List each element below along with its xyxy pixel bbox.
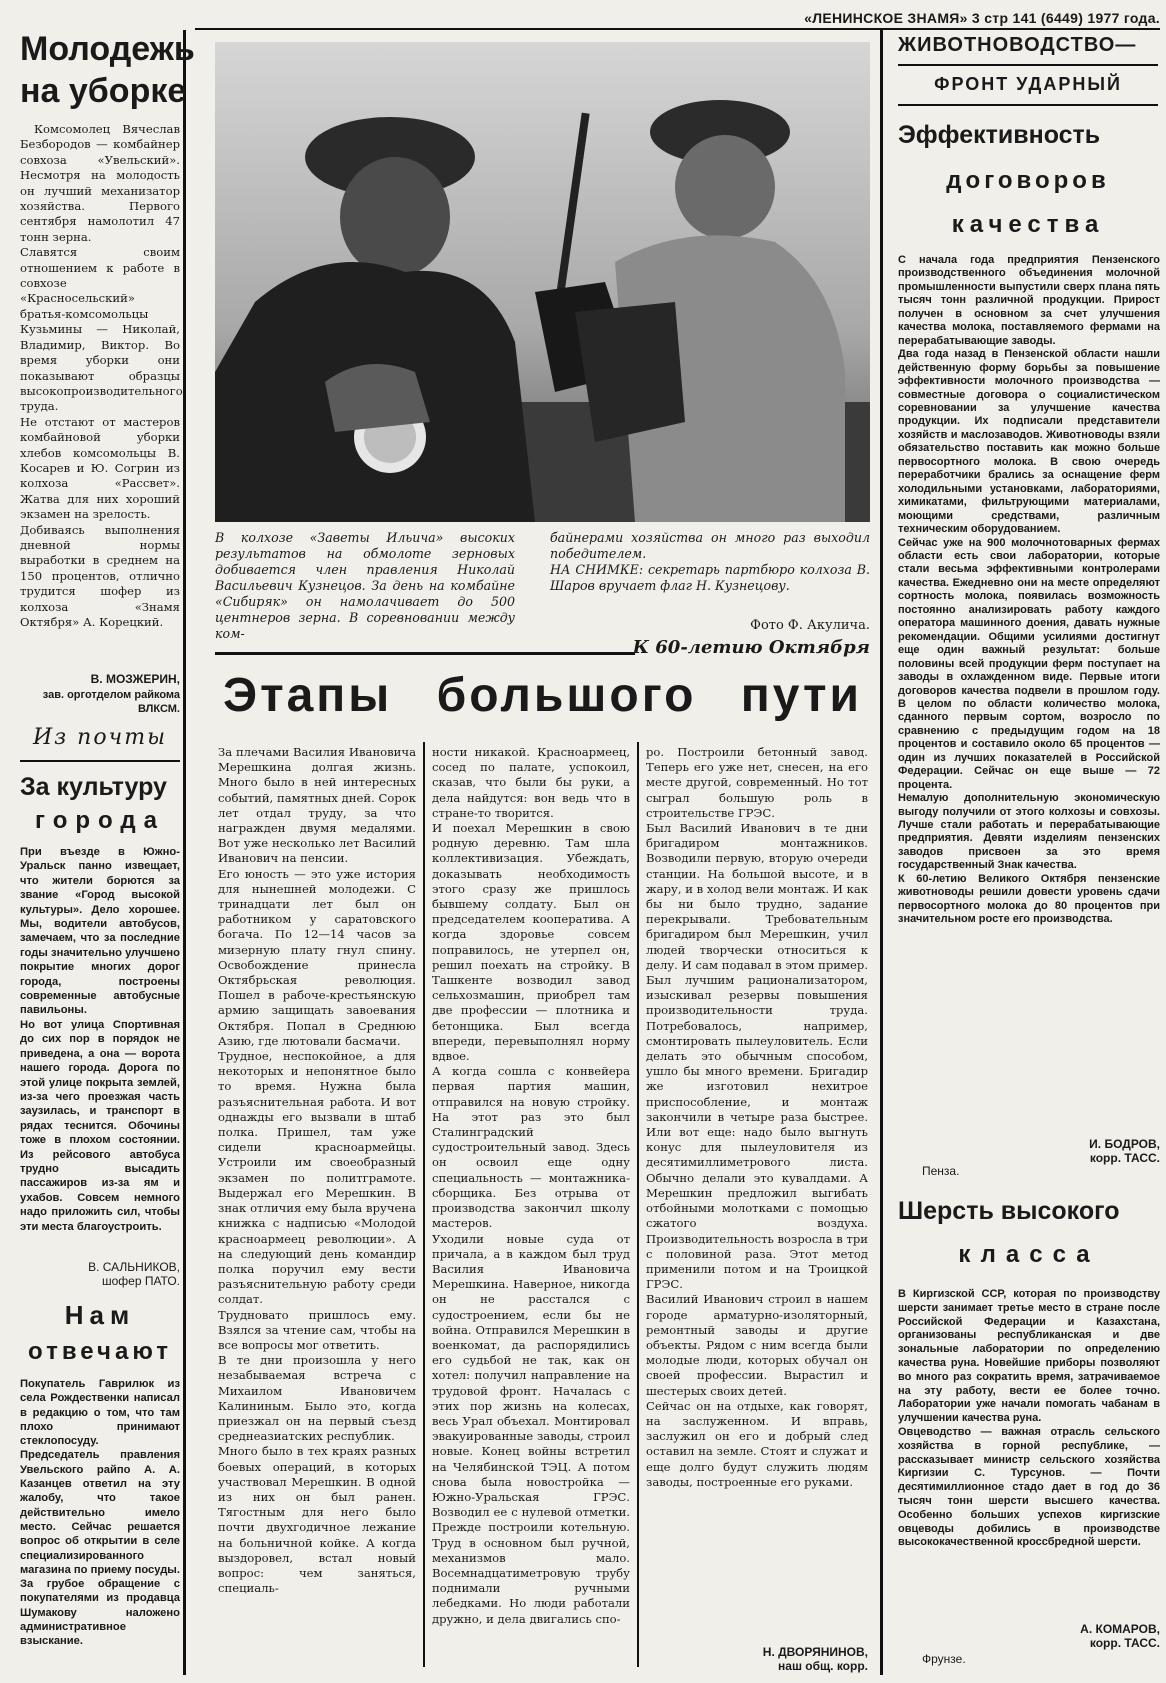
- right-article-body-2: В Киргизской ССР, которая по производству шерсти занимает третье место в стране после Российской Федерации и Казахстана, организованы республиканская и две зональные лаборатории по определению качества руна. Новейшие приборы позволяют во много раз сократить время, затрачиваемое на эту работу, вести ее более точно. Лаборатории уже начали помогать чабанам в улучшении качества руна. Овцеводство — важная отрасль сельского хозяйства в горной республике, — рассказывает министр сельского хозяйства Киргизии С. Турсунов. — Почти десятимиллионное стадо дает в год до 36 тысяч тонн шерсти высшего качества. Особенно больших успехов киргизские овцеводы добились в производстве высококачественной кроссбредной шерсти.: [898, 1288, 1160, 1549]
- header-rule: [195, 28, 1160, 30]
- right-place-1: Пенза.: [922, 1164, 960, 1178]
- left-article-body: Комсомолец Вячеслав Безбородов — комбайнер совхоза «Увельский». Несмотря на молодость он лучший механизатор хозяйства. Первого сентября намолотил 47 тонн зерна. Славятся своим отношением к работе в совхозе «Красносельский» братья-комсомольцы Кузьмины — Николай, Владимир, Виктор. Во время уборки они показывают образцы высокопроизводительного труда. Не отстают от мастеров комбайновой уборки хлебов комсомольцы В. Косарев и Ю. Согрин из колхоза «Рассвет». Жатва для них хороший экзамен на зрелость. Добиваясь выполнения дневной нормы выработки в среднем на 150 процентов, отлично трудится шофер из колхоза «Знамя Октября» А. Корецкий.: [20, 122, 183, 629]
- culture-body: При въезде в Южно-Уральск панно извещает, что жители борются за звание «Город высокой культуры». Дело хорошее. Мы, водители автобусов, замечаем, что за последние годы значительно улучшено покрытие многих дорог города, построены современные автобусные павильоны. Но вот улица Спортивная до сих пор в порядок не приведена, а она — ворота нашего города. Дорога по этой улице покрыта землей, из-за чего проезжая часть заузилась, и транспорт в рядах теснится. Обочины тоже в плохом состоянии. Из рейсового автобуса трудно высадить пассажиров из-за ям и ухабов. Совсем немного надо приложить сил, чтобы эти места благоустроить.: [20, 846, 180, 1233]
- culture-title-2: города: [35, 807, 165, 834]
- rubric-rule: [215, 652, 635, 655]
- right-article-body: С начала года предприятия Пензенского производственного объединения молочной промышленности выпустили сверх плана пять тысяч тонн различной продукции. Прирост получен в основном за счет улучшения качества молока, поставляемого фермами на перерабатывающие заводы. Два года назад в Пензенской области нашли действенную форму борьбы за повышение эффективности молочного производства — совместные договора о социалистическом соревновании за улучшение качества продукции. Их подписали представители хозяйств и маслозаводов. Животноводы взяли обязательство поставить как можно больше первосортного молока. В свою очередь переработчики брались за оснащение ферм холодильными установками, лабораториями, химикатами, фильтрующими материалами, моющими средствами, различным техническим оборудованием. Сейчас уже на 900 молочнотоварных фермах области есть свои лаборатории, которые стали весьма эффективными контролерами качества. Ежедневно они на месте определяют сортность молока, появилась возможность постоянно анализировать работу каждого оператора машинного доения, давать нужные рекомендации. Общими усилиями достигнут еще один важный результат: больше половины всей продукции ферм поступает на заводы в охлажденном виде. Первые итоги договоров качества подвели в прошлом году. В целом по области количество молока, сданного первым сортом, возросло по сравнению с предыдущим годом на 18 процентов и составило около 65 процентов — один из лучших показателей в Российской Федерации. Сейчас он еще выше — 72 процента. Немалую дополнительную экономическую выгоду получили от этого колхозы и совхозы. Лучше стали работать и перерабатывающие предприятия. Девяти изделиям пензенских заводов присвоен за это время государственный Знак качества. К 60-летию Великого Октября пензенские животноводы решили довести уровень сдачи первосортного молока до 80 процентов при значительном росте его производства.: [898, 254, 1160, 926]
- center-column-2: ности никакой. Красноармеец, сосед по палате, успокоил, сказав, что были бы руки, а дела найдутся: вон ведь что в стране-то творится. И поехал Мерешкин в свою родную деревню. Там шла коллективизация. Убеждать, доказывать необходимость этого сразу же пришлось бывшему солдату. Был он председателем кооператива. А когда здоровье совсем поправилось, не утерпел он, решил поехать на стройку. В Ташкенте возводил завод сельхозмашин, приобрел там две профессии — плотника и бетонщика. Был всегда впереди, перевыполнял норму вдвое. А когда сошла с конвейера первая партия машин, отправился на новую стройку. На этот раз это был Сталинградский судостроительный завод. Здесь он освоил еще одну специальность — монтажника-сборщика. Без отрыва от производства закончил школу мастеров. Уходили новые суда от причала, а в каждом был труд Василия Ивановича Мерешкина. Наверное, никогда он не расстался с судостроением, если бы не война. Отправился Мерешкин в военкомат, да распорядились его судьбой не так, как он хотел: получил направление на трудовой фронт. Началась с этих пор жизнь на колесах, весь Урал объехал. Монтировал эвакуированные заводы, строил новые. Конец войны встретил на Челябинской ТЭЦ. А потом снова была новостройка — Южно-Уральская ГРЭС. Возводил ее с нулевой отметки. Прежде построили котельную. Труд в основном был ручной, механизмов мало. Восемнадцатиметровую трубу поднимали ручными лебедками. Но люди работали дружно, и дела двигались спо-: [432, 745, 630, 1626]
- center-column-3: ро. Построили бетонный завод. Теперь его уже нет, снесен, на его месте другой, современный. Но тот сыграл большую роль в строительстве ГРЭС. Был Василий Иванович в те дни бригадиром монтажников. Возводили первую, вторую очереди станции. На большой высоте, и в жару, и в холод вели монтаж. И как бы ни было трудно, задание перекрывали. Требовательным бригадиром был Мерешкин, учил людей творчески относиться к делу. И сам подавал в этом пример. Был лучшим рационализатором, изыскивал резервы повышения производительности труда. Потребовалось, например, смонтировать пылеуловитель. Если делать это обычным способом, ушло бы много времени. Бригадир же изготовил нехитрое приспособление, и монтаж закончили в четыре раза быстрее. Или вот еще: надо было выгнуть конус для пылеуловителя из десятимиллиметрового листа. Обычно делали это кувалдами. А Мерешкин предложил выгибать отбойными молотками с помощью сжатого воздуха. Производительность возросла в три с половиной раза. Этот метод применили потом и на Троицкой ГРЭС. Василий Иванович строил в нашем городе арматурно-изоляторный, ремонтный заводы и другие объекты. Рядом с ним всегда были молодые люди, которых обучал он своей профессии. Вырастил и шестерых своих детей. Сейчас он на отдыхе, как говорят, на заслуженном. И вправь, заслужил он его и добрый след оставил на земле. Стоят и служат и еще долго будут служить людям заводы, построенные его руками.: [646, 745, 868, 1489]
- center-rule-2: [637, 742, 639, 1667]
- right-title-1: Эффективность: [898, 121, 1101, 149]
- right-title-5: класса: [958, 1241, 1100, 1268]
- right-rubric-rule: [898, 64, 1158, 66]
- mail-rule: [20, 760, 180, 762]
- answer-title-2: отвечают: [28, 1338, 172, 1365]
- culture-signature: В. САЛЬНИКОВ, шофер ПАТО.: [88, 1260, 180, 1288]
- right-title-2: договоров: [946, 167, 1110, 194]
- page-header: «ЛЕНИНСКОЕ ЗНАМЯ» 3 стр 141 (6449) 1977 года.: [804, 10, 1160, 26]
- left-title-1: Молодежь: [20, 30, 195, 68]
- culture-title-1: За культуру: [20, 773, 167, 801]
- right-title-4: Шерсть высокого: [898, 1197, 1120, 1225]
- center-rule-1: [423, 742, 425, 1667]
- right-rubric-1: ЖИВОТНОВОДСТВО—: [898, 34, 1137, 56]
- photo-illustration: [215, 42, 870, 522]
- right-rubric-2: ФРОНТ УДАРНЫЙ: [934, 74, 1122, 94]
- right-place-2: Фрунзе.: [922, 1652, 966, 1666]
- right-signature-1: И. БОДРОВ, корр. ТАСС.: [1089, 1137, 1160, 1165]
- right-title-3: качества: [951, 211, 1105, 238]
- answer-body: Покупатель Гаврилюк из села Рождественки написал в редакцию о том, что там плохо принимают стеклопосуду. Председатель правления Увельского райпо А. А. Казанцев ответил на эту жалобу, что такое действительно имело место. Сейчас решается вопрос об открытии в селе специализированного магазина по приему посуды. За грубое обращение с покупателями из продавца Шумакову наложено административное взыскание.: [20, 1378, 180, 1648]
- news-photo: [215, 42, 870, 522]
- center-headline: Этапы большого пути: [222, 669, 863, 722]
- center-column-1: За плечами Василия Ивановича Мерешкина долгая жизнь. Много было в ней интересных событий, памятных дней. Сорок лет отдал труду, за что награжден двумя медалями. Вот уже несколько лет Василий Иванович на пенсии. Его юность — это уже история для нынешней молодежи. С тринадцати лет был он работником у саратовского богача. По 12—14 часов за мизерную плату гнул спину. Освобождение принесла Октябрьская революция. Пошел в рабоче-крестьянскую армию защищать завоевания Октября. Попал в Среднюю Азию, где лютовали басмачи. Трудное, неспокойное, а для некоторых и непонятное было то время. Нужна была разъяснительная работа. И вот однажды его вызвали в штаб полка. Пришел, там уже сидели красноармейцы. Устроили им своеобразный экзамен по политграмоте. Выдержал его Мерешкин. В знак отличия ему была вручена книжка с надписью «Молодой красноармеец революции». А на следующий день командир полка поручил ему вести разъяснительную работу среди солдат. Трудновато пришлось ему. Взялся за чтение сам, чтобы на все вопросы мог ответить. В те дни произошла у него незабываемая встреча с Михаилом Ивановичем Калининым. Было это, когда приезжал он на первый съезд среднеазиатских республик. Много было в тех краях разных боевых операций, в которых участвовал Мерешкин. В одной из них он был ранен. Тягостным для него было почти двухгодичное лежание на больничной койке. А когда выздоровел, встал новый вопрос: чем заняться, специаль-: [218, 745, 416, 1596]
- right-signature-2: А. КОМАРОВ, корр. ТАСС.: [1080, 1622, 1160, 1650]
- photo-credit: Фото Ф. Акулича.: [750, 618, 870, 633]
- center-rubric: К 60-летию Октября: [632, 637, 870, 658]
- right-rubric-rule-2: [898, 104, 1158, 106]
- right-column-rule: [880, 30, 883, 1675]
- photo-caption-right: байнерами хозяйства он много раз выходил победителем. НА СНИМКЕ: секретарь партбюро колхоза В. Шаров вручает флаг Н. Кузнецову.: [550, 530, 870, 593]
- photo-caption-left: В колхозе «Заветы Ильича» высоких результатов на обмолоте зерновых добивается член правления Николай Васильевич Кузнецов. За день на комбайне «Сибиряк» он намолачивает до 500 центнеров зерна. В соревновании между ком-: [215, 530, 515, 641]
- answer-title-1: Нам: [64, 1300, 136, 1330]
- left-signature-title: зав. орготделом райкома ВЛКСМ.: [42, 689, 180, 715]
- left-signature-name: В. МОЗЖЕРИН,: [90, 672, 180, 686]
- mail-rubric: Из почты: [32, 725, 168, 750]
- left-title-2: на уборке: [20, 72, 187, 110]
- left-column-rule: [183, 30, 186, 1675]
- center-signature: Н. ДВОРЯНИНОВ, наш общ. корр.: [762, 1645, 868, 1673]
